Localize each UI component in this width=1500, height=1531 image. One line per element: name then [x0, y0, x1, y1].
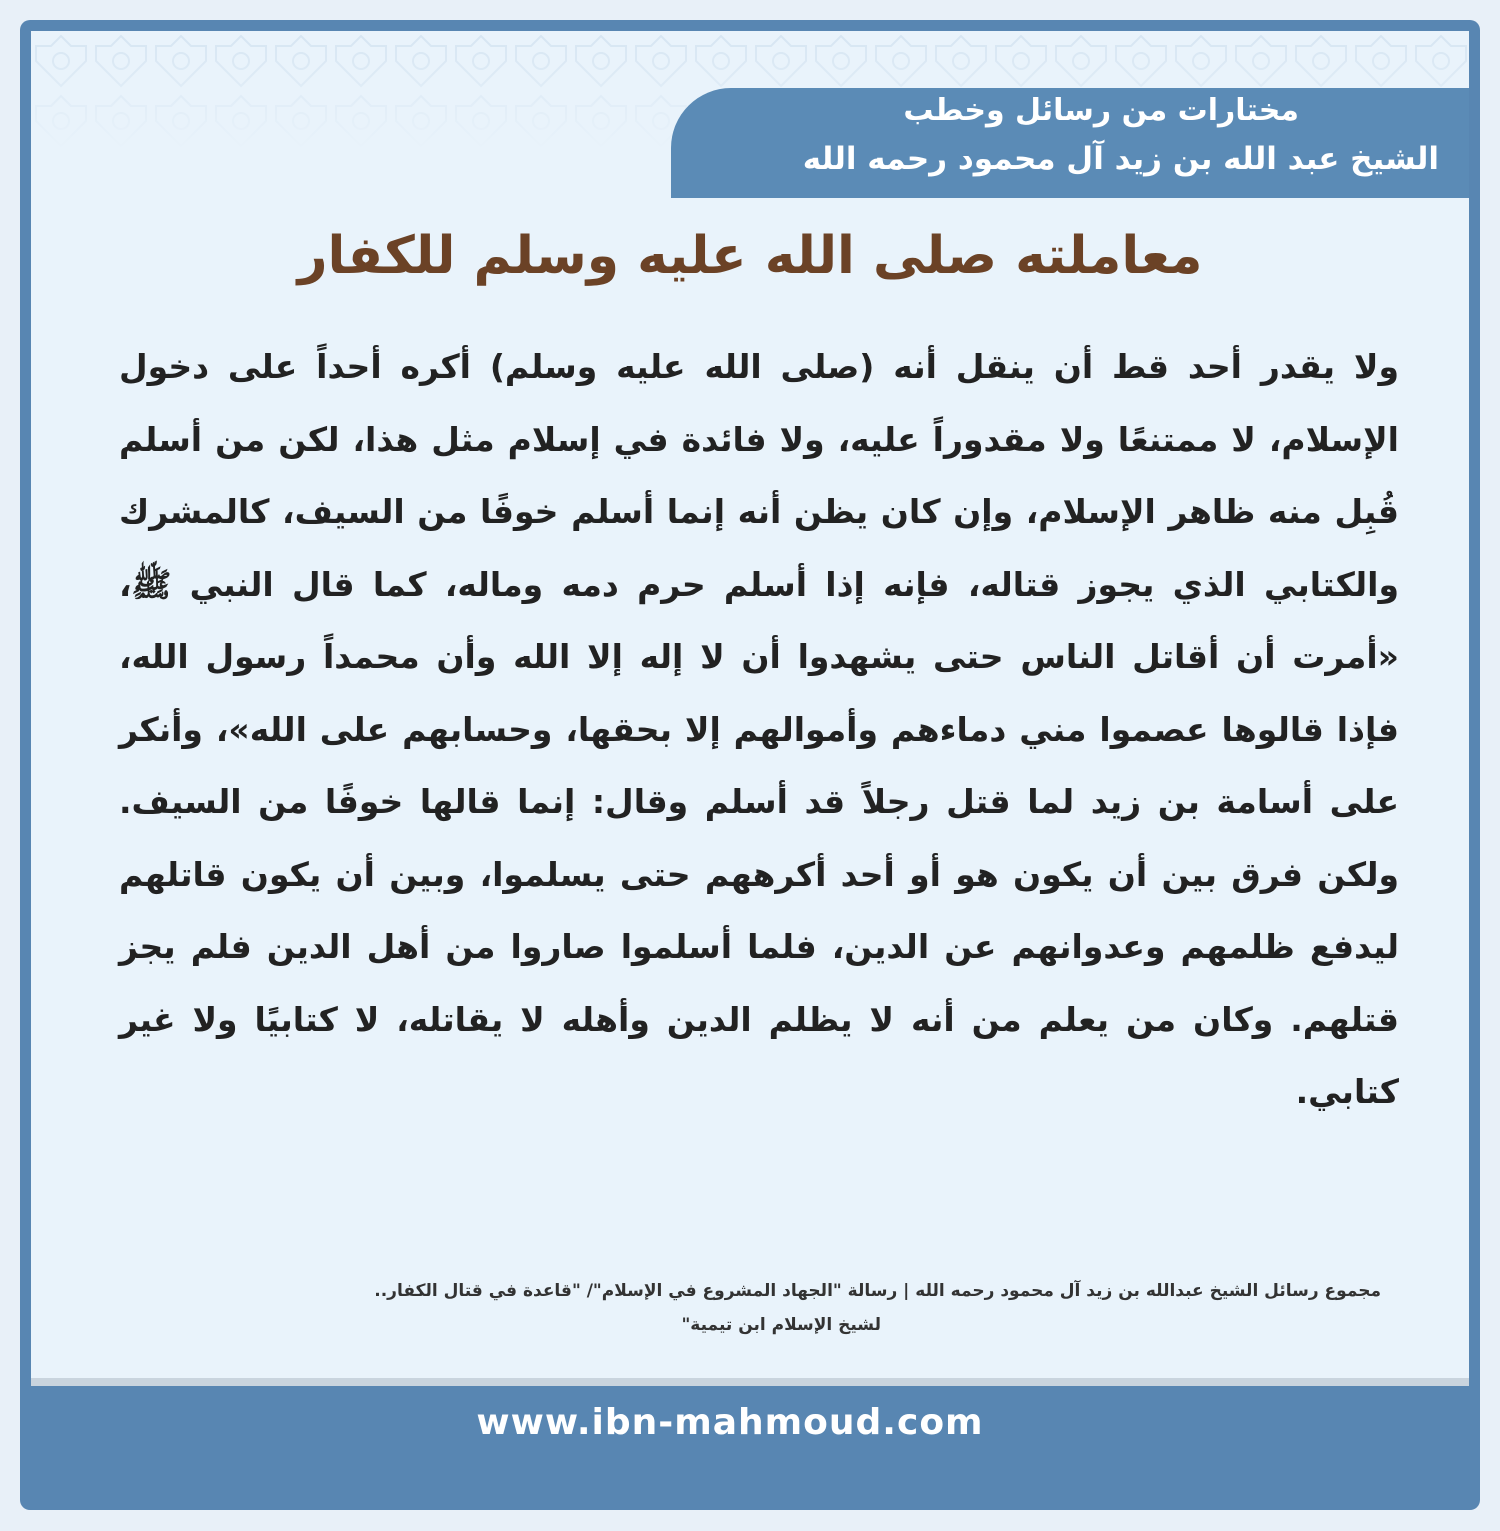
footer-divider: [31, 1378, 1469, 1386]
content-panel: [31, 31, 1469, 1385]
website-link[interactable]: www.ibn-mahmoud.com: [476, 1402, 984, 1443]
header-author: الشيخ عبد الله بن زيد آل محمود رحمه الله: [802, 141, 1439, 177]
header-subtitle: مختارات من رسائل وخطب: [903, 93, 1299, 128]
source-line-2: لشيخ الإسلام ابن تيمية": [681, 1315, 881, 1335]
source-citation: [101, 1274, 1381, 1342]
page-title: معاملته صلى الله عليه وسلم للكفار: [297, 226, 1203, 286]
body-text: ولا يقدر أحد قط أن ينقل أنه (صلى الله عليه وسلم) أكره أحداً على دخول الإسلام، لا ممتنعًا ولا مقدوراً عليه، ولا فائدة في إسلام مثل هذا، لكن من أسلم قُبِل منه ظاهر الإسلام، وإن كان يظن أنه إنما أسلم خوفًا من السيف، كالمشرك والكتابي الذي يجوز قتاله، فإنه إذا أسلم حرم دمه وماله، كما قال النبي ﷺ، «أمرت أن أقاتل الناس حتى يشهدوا أن لا إله إلا الله وأن محمداً رسول الله، فإذا قالوها عصموا مني دماءهم وأموالهم إلا بحقها، وحسابهم على الله»، وأنكر على أسامة بن زيد لما قتل رجلاً قد أسلم وقال: إنما قالها خوفًا من السيف. ولكن فرق بين أن يكون هو أو أحد أكرههم حتى يسلموا، وبين أن يكون قاتلهم ليدفع ظلمهم وعدوانهم عن الدين، فلما أسلموا صاروا من أهل الدين فلم يجز قتلهم. وكان من يعلم من أنه لا يظلم الدين وأهله لا يقاتله، لا كتابيًا ولا غير كتابي.: [119, 347, 1399, 1111]
source-line-1: مجموع رسائل الشيخ عبدالله بن زيد آل محمود رحمه الله | رسالة "الجهاد المشروع في الإسلام"/ "قاعدة في قتال الكفار..: [374, 1281, 1381, 1301]
